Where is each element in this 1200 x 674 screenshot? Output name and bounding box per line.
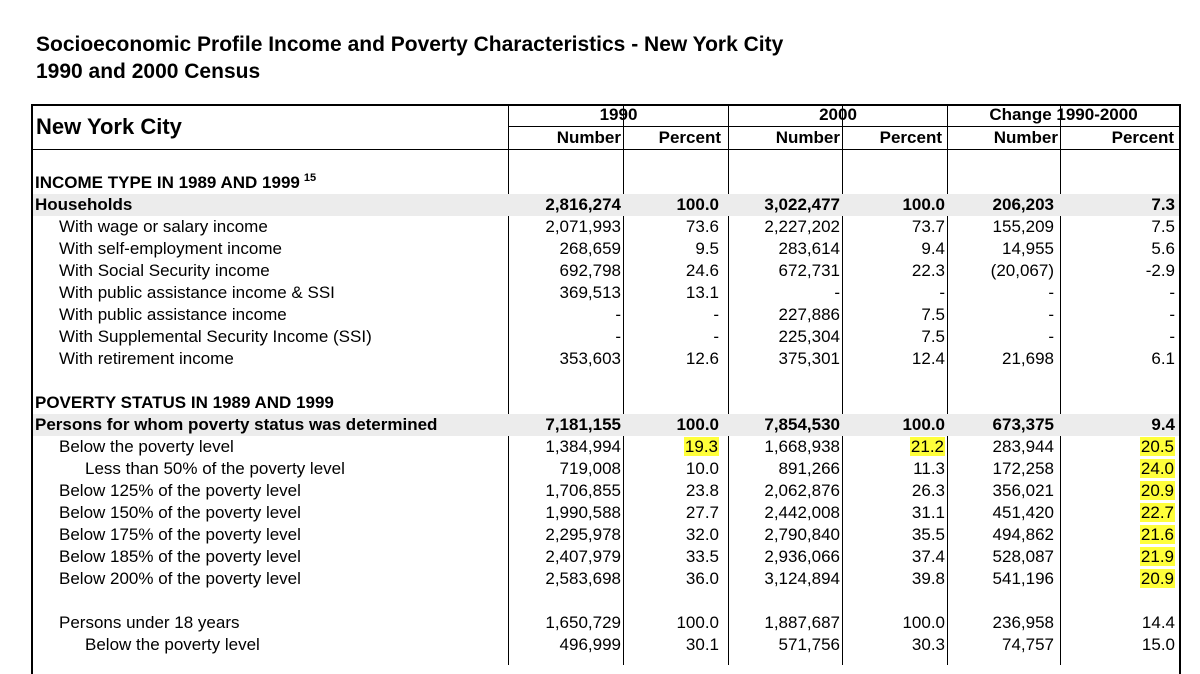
value-cell bbox=[853, 216, 945, 238]
cell-value: 2,062,876 bbox=[764, 481, 840, 500]
cell-value: - bbox=[1048, 283, 1054, 302]
row-label-text: Below 125% of the poverty level bbox=[59, 481, 301, 500]
cell-value: 23.8 bbox=[685, 481, 719, 500]
row-label bbox=[59, 348, 234, 370]
total-row bbox=[33, 194, 1179, 216]
value-cell bbox=[728, 612, 840, 634]
value-cell bbox=[853, 458, 945, 480]
header-divider bbox=[509, 126, 1179, 127]
row-label-text: Below 200% of the poverty level bbox=[59, 569, 301, 588]
row-label-text: POVERTY STATUS IN 1989 AND 1999 bbox=[35, 393, 334, 412]
row-label bbox=[35, 392, 334, 414]
row-label bbox=[59, 612, 240, 634]
cell-value: 2,227,202 bbox=[764, 217, 840, 236]
cell-value: 2,583,698 bbox=[545, 569, 621, 588]
header-bottom-rule bbox=[33, 149, 1179, 150]
value-cell bbox=[948, 326, 1054, 348]
value-cell bbox=[511, 414, 621, 436]
table-row bbox=[33, 304, 1179, 326]
cell-value: - bbox=[615, 305, 621, 324]
row-label-text: With retirement income bbox=[59, 349, 234, 368]
table-row bbox=[33, 568, 1179, 590]
col-header-number-1990: Number bbox=[556, 128, 621, 147]
total-row bbox=[33, 414, 1179, 436]
value-cell bbox=[1073, 612, 1175, 634]
value-cell bbox=[728, 304, 840, 326]
cell-value: 2,790,840 bbox=[764, 525, 840, 544]
cell-value: 494,862 bbox=[992, 525, 1054, 544]
value-cell bbox=[1073, 458, 1175, 480]
value-cell bbox=[511, 524, 621, 546]
cell-value: 14.4 bbox=[1141, 613, 1175, 632]
row-label-text: With Supplemental Security Income (SSI) bbox=[59, 327, 372, 346]
highlighted-value: 21.2 bbox=[910, 437, 944, 456]
cell-value: - bbox=[834, 283, 840, 302]
group-header-2000: 2000 bbox=[819, 105, 857, 124]
value-cell bbox=[948, 458, 1054, 480]
value-cell bbox=[948, 568, 1054, 590]
cell-value: 15.0 bbox=[1141, 635, 1175, 654]
group-header-1990: 1990 bbox=[599, 105, 638, 124]
row-label bbox=[59, 436, 234, 458]
row-label-text: Below 150% of the poverty level bbox=[59, 503, 301, 522]
value-cell bbox=[511, 216, 621, 238]
value-cell bbox=[633, 304, 719, 326]
value-cell bbox=[1073, 414, 1175, 436]
cell-value: 32.0 bbox=[685, 525, 719, 544]
section-header-row bbox=[33, 172, 1179, 194]
value-cell bbox=[1073, 216, 1175, 238]
value-cell bbox=[948, 634, 1054, 656]
table-row bbox=[33, 458, 1179, 480]
value-cell bbox=[511, 546, 621, 568]
cell-value: 73.6 bbox=[685, 217, 719, 236]
cell-value: 7,181,155 bbox=[545, 415, 621, 434]
row-label-text: Less than 50% of the poverty level bbox=[85, 459, 345, 478]
row-label-text: Below the poverty level bbox=[85, 635, 260, 654]
cell-value: 35.5 bbox=[911, 525, 945, 544]
value-cell bbox=[1073, 348, 1175, 370]
value-cell bbox=[948, 238, 1054, 260]
row-label bbox=[59, 546, 301, 568]
cell-value: (20,067) bbox=[990, 261, 1054, 280]
table-row bbox=[33, 524, 1179, 546]
value-cell bbox=[853, 436, 945, 458]
value-cell bbox=[633, 546, 719, 568]
value-cell bbox=[853, 502, 945, 524]
section-header-row bbox=[33, 392, 1179, 414]
cell-value: 206,203 bbox=[992, 195, 1054, 214]
cell-value: 283,614 bbox=[778, 239, 840, 258]
value-cell bbox=[948, 546, 1054, 568]
cell-value: 7,854,530 bbox=[764, 415, 840, 434]
highlighted-value: 21.9 bbox=[1140, 547, 1174, 566]
cell-value: 73.7 bbox=[911, 217, 945, 236]
cell-value: 27.7 bbox=[685, 503, 719, 522]
col-header-percent-change: Percent bbox=[1111, 128, 1174, 147]
cell-value: 375,301 bbox=[778, 349, 840, 368]
table-row bbox=[33, 216, 1179, 238]
cell-value: 541,196 bbox=[992, 569, 1054, 588]
cell-value: 571,756 bbox=[778, 635, 840, 654]
value-cell bbox=[948, 414, 1054, 436]
value-cell bbox=[1073, 546, 1175, 568]
cell-value: - bbox=[1169, 305, 1175, 324]
value-cell bbox=[728, 282, 840, 304]
row-label-text: INCOME TYPE IN 1989 AND 1999 bbox=[35, 173, 300, 192]
highlighted-value: 20.9 bbox=[1140, 569, 1174, 588]
value-cell bbox=[853, 612, 945, 634]
cell-value: 227,886 bbox=[778, 305, 840, 324]
cell-value: 5.6 bbox=[1151, 239, 1175, 258]
cell-value: 3,124,894 bbox=[764, 569, 840, 588]
cell-value: -2.9 bbox=[1145, 261, 1175, 280]
value-cell bbox=[728, 348, 840, 370]
row-label-text: Below 185% of the poverty level bbox=[59, 547, 301, 566]
value-cell bbox=[633, 282, 719, 304]
value-cell bbox=[633, 524, 719, 546]
row-label-text: With public assistance income bbox=[59, 305, 287, 324]
cell-value: 14,955 bbox=[1002, 239, 1054, 258]
cell-value: 24.6 bbox=[685, 261, 719, 280]
cell-value: - bbox=[615, 327, 621, 346]
cell-value: 9.4 bbox=[1151, 415, 1175, 434]
cell-value: 7.5 bbox=[921, 305, 945, 324]
value-cell bbox=[728, 260, 840, 282]
row-label bbox=[59, 304, 287, 326]
cell-value: 2,071,993 bbox=[545, 217, 621, 236]
table-row bbox=[33, 260, 1179, 282]
cell-value: 11.3 bbox=[913, 459, 945, 478]
value-cell bbox=[1073, 194, 1175, 216]
value-cell bbox=[1073, 480, 1175, 502]
row-label-text: Below the poverty level bbox=[59, 437, 234, 456]
cell-value: 7.5 bbox=[1151, 217, 1175, 236]
value-cell bbox=[728, 238, 840, 260]
row-label bbox=[59, 480, 301, 502]
report-subtitle: 1990 and 2000 Census bbox=[36, 60, 261, 83]
value-cell bbox=[1073, 260, 1175, 282]
cell-value: 100.0 bbox=[676, 195, 719, 214]
value-cell bbox=[948, 612, 1054, 634]
cell-value: 236,958 bbox=[992, 613, 1054, 632]
cell-value: 100.0 bbox=[676, 415, 719, 434]
value-cell bbox=[511, 326, 621, 348]
cell-value: 26.3 bbox=[911, 481, 945, 500]
cell-value: 1,668,938 bbox=[764, 437, 840, 456]
row-label-text: With public assistance income & SSI bbox=[59, 283, 335, 302]
table-row bbox=[33, 282, 1179, 304]
value-cell bbox=[511, 194, 621, 216]
value-cell bbox=[633, 238, 719, 260]
value-cell bbox=[728, 414, 840, 436]
value-cell bbox=[948, 436, 1054, 458]
value-cell bbox=[728, 326, 840, 348]
row-label bbox=[59, 524, 301, 546]
cell-value: - bbox=[1169, 327, 1175, 346]
row-label-text: With Social Security income bbox=[59, 261, 270, 280]
cell-value: 74,757 bbox=[1002, 635, 1054, 654]
cell-value: 33.5 bbox=[685, 547, 719, 566]
value-cell bbox=[633, 348, 719, 370]
cell-value: 356,021 bbox=[992, 481, 1054, 500]
cell-value: 1,384,994 bbox=[545, 437, 621, 456]
row-label bbox=[59, 216, 268, 238]
value-cell bbox=[633, 480, 719, 502]
value-cell bbox=[853, 238, 945, 260]
highlighted-value: 22.7 bbox=[1140, 503, 1174, 522]
row-label-text: With self-employment income bbox=[59, 239, 282, 258]
value-cell bbox=[1073, 282, 1175, 304]
cell-value: 353,603 bbox=[559, 349, 621, 368]
row-label bbox=[85, 634, 260, 656]
value-cell bbox=[511, 502, 621, 524]
value-cell bbox=[948, 282, 1054, 304]
cell-value: 31.1 bbox=[911, 503, 945, 522]
row-label bbox=[59, 282, 335, 304]
cell-value: - bbox=[713, 305, 719, 324]
value-cell bbox=[853, 260, 945, 282]
cell-value: - bbox=[1048, 327, 1054, 346]
value-cell bbox=[633, 568, 719, 590]
value-cell bbox=[853, 304, 945, 326]
value-cell bbox=[1073, 524, 1175, 546]
value-cell bbox=[853, 634, 945, 656]
cell-value: - bbox=[1048, 305, 1054, 324]
row-label bbox=[59, 326, 372, 348]
cell-value: 100.0 bbox=[902, 195, 945, 214]
cell-value: 672,731 bbox=[778, 261, 840, 280]
table-row bbox=[33, 502, 1179, 524]
value-cell bbox=[1073, 634, 1175, 656]
highlighted-value: 20.9 bbox=[1140, 481, 1174, 500]
value-cell bbox=[853, 326, 945, 348]
value-cell bbox=[948, 502, 1054, 524]
value-cell bbox=[511, 238, 621, 260]
row-label-text: Persons for whom poverty status was determined bbox=[35, 415, 438, 434]
value-cell bbox=[948, 348, 1054, 370]
row-label-text: Below 175% of the poverty level bbox=[59, 525, 301, 544]
cell-value: 719,008 bbox=[559, 459, 621, 478]
highlighted-value: 21.6 bbox=[1140, 525, 1174, 544]
cell-value: 9.4 bbox=[921, 239, 945, 258]
value-cell bbox=[948, 260, 1054, 282]
cell-value: 21,698 bbox=[1002, 349, 1054, 368]
col-header-percent-2000: Percent bbox=[879, 128, 942, 147]
value-cell bbox=[633, 634, 719, 656]
table-row bbox=[33, 238, 1179, 260]
value-cell bbox=[511, 260, 621, 282]
highlighted-value: 20.5 bbox=[1140, 437, 1174, 456]
value-cell bbox=[853, 568, 945, 590]
report-title: Socioeconomic Profile Income and Poverty Characteristics - New York City bbox=[36, 33, 784, 56]
value-cell bbox=[633, 436, 719, 458]
value-cell bbox=[633, 260, 719, 282]
cell-value: 2,936,066 bbox=[764, 547, 840, 566]
cell-value: 10.0 bbox=[685, 459, 719, 478]
row-label-text: Households bbox=[35, 195, 133, 214]
cell-value: 6.1 bbox=[1151, 349, 1175, 368]
cell-value: - bbox=[713, 327, 719, 346]
cell-value: 225,304 bbox=[778, 327, 840, 346]
group-header-change: Change 1990-2000 bbox=[989, 105, 1138, 124]
value-cell bbox=[853, 480, 945, 502]
value-cell bbox=[948, 524, 1054, 546]
table-row bbox=[33, 348, 1179, 370]
table-row bbox=[33, 480, 1179, 502]
cell-value: 2,816,274 bbox=[545, 195, 621, 214]
value-cell bbox=[511, 436, 621, 458]
value-cell bbox=[1073, 502, 1175, 524]
cell-value: 2,442,008 bbox=[764, 503, 840, 522]
table-row bbox=[33, 612, 1179, 634]
value-cell bbox=[1073, 238, 1175, 260]
table-row bbox=[33, 546, 1179, 568]
value-cell bbox=[1073, 326, 1175, 348]
row-label bbox=[35, 172, 316, 194]
cell-value: 1,650,729 bbox=[545, 613, 621, 632]
value-cell bbox=[728, 568, 840, 590]
value-cell bbox=[633, 194, 719, 216]
cell-value: 528,087 bbox=[992, 547, 1054, 566]
value-cell bbox=[728, 194, 840, 216]
cell-value: 100.0 bbox=[902, 613, 945, 632]
value-cell bbox=[1073, 436, 1175, 458]
value-cell bbox=[633, 414, 719, 436]
highlighted-value: 24.0 bbox=[1140, 459, 1174, 478]
value-cell bbox=[511, 282, 621, 304]
table-row bbox=[33, 634, 1179, 656]
value-cell bbox=[633, 612, 719, 634]
cell-value: 100.0 bbox=[676, 613, 719, 632]
cell-value: 36.0 bbox=[685, 569, 719, 588]
table-row bbox=[33, 436, 1179, 458]
cell-value: 369,513 bbox=[559, 283, 621, 302]
row-label bbox=[35, 414, 437, 436]
value-cell bbox=[948, 304, 1054, 326]
value-cell bbox=[511, 304, 621, 326]
cell-value: 268,659 bbox=[559, 239, 621, 258]
value-cell bbox=[728, 216, 840, 238]
cell-value: 2,295,978 bbox=[545, 525, 621, 544]
value-cell bbox=[853, 282, 945, 304]
value-cell bbox=[948, 480, 1054, 502]
value-cell bbox=[853, 524, 945, 546]
row-label bbox=[59, 502, 301, 524]
cell-value: 12.4 bbox=[911, 349, 945, 368]
cell-value: 37.4 bbox=[911, 547, 945, 566]
value-cell bbox=[728, 502, 840, 524]
cell-value: 7.5 bbox=[921, 327, 945, 346]
cell-value: 1,887,687 bbox=[764, 613, 840, 632]
cell-value: 692,798 bbox=[559, 261, 621, 280]
cell-value: 100.0 bbox=[902, 415, 945, 434]
col-header-number-2000: Number bbox=[775, 128, 840, 147]
footnote-marker: 15 bbox=[303, 172, 317, 184]
value-cell bbox=[511, 612, 621, 634]
cell-value: 2,407,979 bbox=[545, 547, 621, 566]
cell-value: 22.3 bbox=[911, 261, 945, 280]
cell-value: - bbox=[939, 283, 945, 302]
cell-value: 451,420 bbox=[992, 503, 1054, 522]
value-cell bbox=[948, 216, 1054, 238]
cell-value: 30.3 bbox=[911, 635, 945, 654]
cell-value: 13.1 bbox=[685, 283, 719, 302]
value-cell bbox=[511, 348, 621, 370]
table-row bbox=[33, 326, 1179, 348]
value-cell bbox=[728, 524, 840, 546]
cell-value: 12.6 bbox=[685, 349, 719, 368]
cell-value: 1,990,588 bbox=[545, 503, 621, 522]
value-cell bbox=[511, 634, 621, 656]
value-cell bbox=[511, 458, 621, 480]
value-cell bbox=[511, 480, 621, 502]
value-cell bbox=[633, 458, 719, 480]
value-cell bbox=[728, 480, 840, 502]
col-header-percent-1990: Percent bbox=[658, 128, 721, 147]
value-cell bbox=[728, 546, 840, 568]
cell-value: 39.8 bbox=[911, 569, 945, 588]
value-cell bbox=[511, 568, 621, 590]
cell-value: 7.3 bbox=[1151, 195, 1175, 214]
value-cell bbox=[853, 414, 945, 436]
row-label bbox=[59, 260, 270, 282]
row-label bbox=[35, 194, 132, 216]
cell-value: 891,266 bbox=[778, 459, 840, 478]
cell-value: 30.1 bbox=[685, 635, 719, 654]
value-cell bbox=[728, 436, 840, 458]
cell-value: 283,944 bbox=[992, 437, 1054, 456]
value-cell bbox=[633, 216, 719, 238]
value-cell bbox=[1073, 568, 1175, 590]
cell-value: 496,999 bbox=[559, 635, 621, 654]
cell-value: 1,706,855 bbox=[545, 481, 621, 500]
table-geography-heading: New York City bbox=[36, 114, 182, 139]
value-cell bbox=[948, 194, 1054, 216]
row-label bbox=[59, 568, 301, 590]
row-label bbox=[85, 458, 345, 480]
value-cell bbox=[728, 634, 840, 656]
cell-value: 673,375 bbox=[992, 415, 1054, 434]
cell-value: - bbox=[1169, 283, 1175, 302]
value-cell bbox=[633, 502, 719, 524]
value-cell bbox=[853, 194, 945, 216]
value-cell bbox=[1073, 304, 1175, 326]
value-cell bbox=[853, 348, 945, 370]
cell-value: 155,209 bbox=[992, 217, 1054, 236]
cell-value: 172,258 bbox=[992, 459, 1054, 478]
cell-value: 9.5 bbox=[695, 239, 719, 258]
value-cell bbox=[728, 458, 840, 480]
value-cell bbox=[853, 546, 945, 568]
highlighted-value: 19.3 bbox=[684, 437, 718, 456]
row-label-text: With wage or salary income bbox=[59, 217, 268, 236]
row-label-text: Persons under 18 years bbox=[59, 613, 240, 632]
value-cell bbox=[633, 326, 719, 348]
col-header-number-change: Number bbox=[993, 128, 1058, 147]
cell-value: 3,022,477 bbox=[764, 195, 840, 214]
row-label bbox=[59, 238, 282, 260]
